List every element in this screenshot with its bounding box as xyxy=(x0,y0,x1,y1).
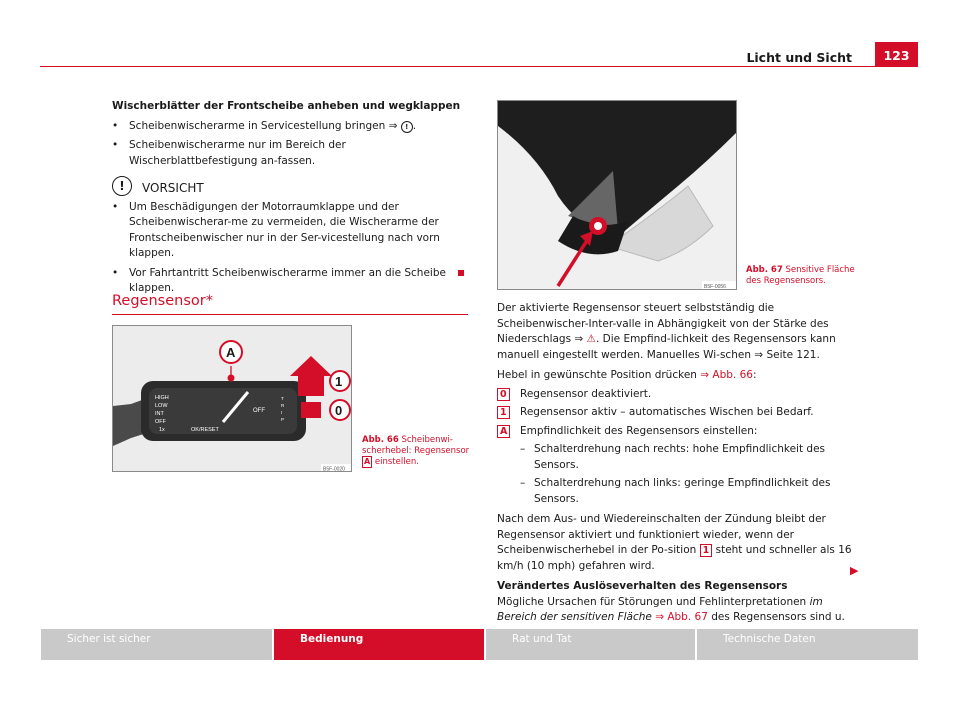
end-marker-icon xyxy=(458,270,464,276)
page-header-title: Licht und Sicht xyxy=(746,50,852,65)
footer-tab-advice[interactable]: Rat und Tat xyxy=(512,633,572,645)
subheading-wiper-blades: Wischerblätter der Frontscheibe anheben und wegklappen xyxy=(112,100,461,112)
list-item: A Empfindlichkeit des Regensensors einstellen: xyxy=(497,424,861,440)
footer-tab-technical-data[interactable]: Technische Daten xyxy=(723,633,816,645)
svg-text:R: R xyxy=(281,403,285,408)
paragraph: Der aktivierte Regensensor steuert selbstständig die Scheibenwischer-Inter-valle in Abhängigkeit von der Stärke des Niederschlags ⇒ ⚠. Die Empfind-lichkeit des Regensensors kann manuell eingestellt werden. Manuelles Wi-schen ⇒ Seite 121. xyxy=(497,302,836,361)
svg-text:T: T xyxy=(281,396,284,401)
wiper-lever-illustration xyxy=(113,326,352,472)
svg-text:1x: 1x xyxy=(159,427,165,433)
figure-link[interactable]: ⇒ Abb. 67 xyxy=(651,611,708,623)
svg-text:LOW: LOW xyxy=(155,403,168,409)
list-item: • Vor Fahrtantritt Scheibenwischerarme immer an die Scheibe klappen. xyxy=(112,266,468,297)
page-number: 123 xyxy=(875,42,918,66)
paragraph: Mögliche Ursachen für Störungen und Fehlinterpretationen im Bereich der sensitiven Fläche ⇒ Abb. 67 des Regensensors sind u. xyxy=(497,595,845,623)
list-item: – Schalterdrehung nach links: geringe Empfindlichkeit des Sensors. xyxy=(520,477,831,505)
section-rule xyxy=(112,314,468,315)
svg-text:B5F-0020: B5F-0020 xyxy=(323,466,345,472)
footer-tab-operation[interactable]: Bedienung xyxy=(274,629,484,660)
list-item: • Scheibenwischerarme in Servicestellung bringen ⇒ ! . xyxy=(112,119,417,132)
svg-text:HIGH: HIGH xyxy=(155,395,169,401)
figure-67-rain-sensor xyxy=(497,100,737,290)
right-column-text xyxy=(497,301,861,641)
svg-text:OK/RESET: OK/RESET xyxy=(191,427,219,433)
svg-text:0: 0 xyxy=(335,403,343,418)
footer-tab-safety[interactable]: Sicher ist sicher xyxy=(67,633,151,645)
svg-text:A: A xyxy=(226,345,236,360)
list-item: • Um Beschädigungen der Motorraumklappe und der Scheibenwischerar-me zu vermeiden, die Wischerarme der Frontscheibenwischer nur in der Ser-vicestellung nach vorn klappen. xyxy=(112,200,440,259)
header-rule xyxy=(40,66,918,67)
list-item: – Schalterdrehung nach rechts: hohe Empfindlichkeit des Sensors. xyxy=(520,443,826,471)
svg-text:P: P xyxy=(281,417,285,422)
caption-badge-a: A xyxy=(364,457,371,466)
caution-title: VORSICHT xyxy=(142,181,204,195)
position-badge: 1 xyxy=(700,544,713,557)
svg-text:OFF: OFF xyxy=(155,419,166,425)
svg-text:B5F-0056: B5F-0056 xyxy=(704,284,726,290)
caution-icon: ! xyxy=(112,176,132,196)
warning-triangle-icon: ⚠ xyxy=(586,333,596,345)
paragraph: Hebel in gewünschte Position drücken ⇒ Abb. 66: xyxy=(497,369,757,381)
rain-sensor-illustration xyxy=(498,101,737,290)
figure-67-caption: Abb. 67 Sensitive Fläche des Regensensors. xyxy=(746,265,855,286)
svg-text:1: 1 xyxy=(335,374,343,389)
caution-box xyxy=(112,175,468,297)
figure-link[interactable]: ⇒ Abb. 66 xyxy=(700,369,753,381)
subheading-trigger-behavior: Verändertes Auslöseverhalten des Regensensors xyxy=(497,580,788,592)
footer-nav xyxy=(41,629,918,660)
list-item: 0 Regensensor deaktiviert. xyxy=(497,387,861,403)
figure-66-wiper-lever xyxy=(112,325,352,472)
figure-66-caption: Abb. 66 Scheibenwi-scherhebel: Regensensor A einstellen. xyxy=(362,435,470,467)
paragraph: Nach dem Aus- und Wiedereinschalten der Zündung bleibt der Regensensor aktiviert und funktioniert wieder, wenn der Scheibenwischerhebel in der Po-sition 1 steht und schneller als 16 km/h (10 mph) gefahren wird. xyxy=(497,513,852,572)
section-title: Regensensor* xyxy=(112,293,213,309)
list-item: 1 Regensensor aktiv – automatisches Wischen bei Bedarf. xyxy=(497,405,861,421)
svg-text:INT: INT xyxy=(155,411,164,417)
svg-text:OFF: OFF xyxy=(253,408,265,414)
continue-arrow-icon: ▶ xyxy=(850,564,859,577)
svg-text:I: I xyxy=(281,410,283,415)
caution-ref-icon: ! xyxy=(401,121,413,133)
list-item: • Scheibenwischerarme nur im Bereich der Wischerblattbefestigung an-fassen. xyxy=(112,139,346,167)
left-column-intro xyxy=(112,99,468,169)
